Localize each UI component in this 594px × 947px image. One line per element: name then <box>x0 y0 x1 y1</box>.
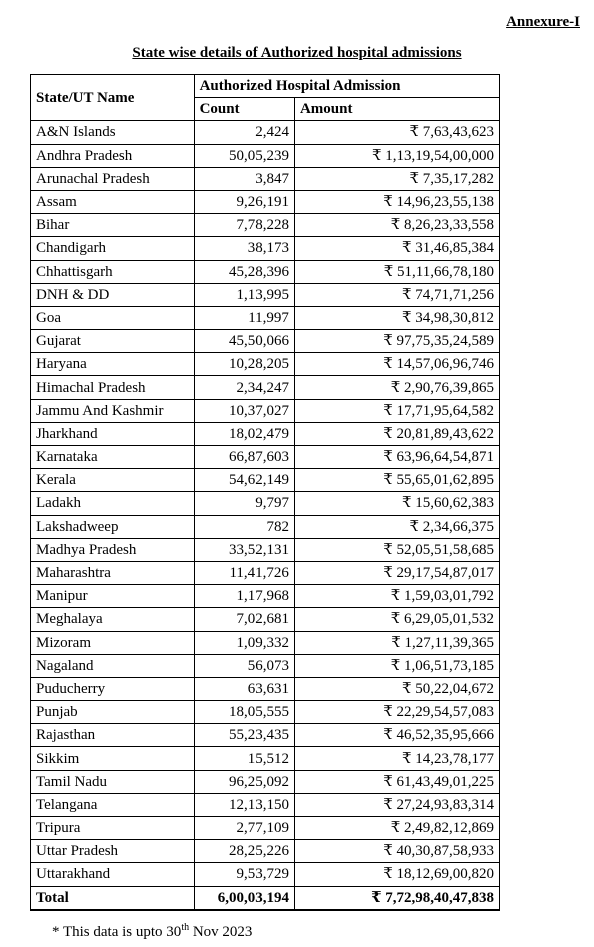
cell-count: 54,62,149 <box>194 469 294 492</box>
cell-amount: ₹ 14,23,78,177 <box>294 747 499 770</box>
cell-amount: ₹ 7,63,43,623 <box>294 121 499 144</box>
cell-count: 45,50,066 <box>194 330 294 353</box>
cell-amount: ₹ 63,96,64,54,871 <box>294 446 499 469</box>
cell-count: 18,02,479 <box>194 422 294 445</box>
table-body <box>31 121 500 886</box>
table-row <box>31 631 500 654</box>
table-row <box>31 399 500 422</box>
col-header-amount: Amount <box>294 98 499 121</box>
cell-count: 33,52,131 <box>194 538 294 561</box>
cell-amount: ₹ 31,46,85,384 <box>294 237 499 260</box>
col-header-count: Count <box>194 98 294 121</box>
cell-state: Rajasthan <box>31 724 195 747</box>
cell-state: Chhattisgarh <box>31 260 195 283</box>
footnote-prefix: * This data is upto 30 <box>52 924 182 940</box>
cell-count: 28,25,226 <box>194 840 294 863</box>
cell-amount: ₹ 17,71,95,64,582 <box>294 399 499 422</box>
cell-amount: ₹ 61,43,49,01,225 <box>294 770 499 793</box>
table-row <box>31 747 500 770</box>
table-row <box>31 121 500 144</box>
table-row <box>31 538 500 561</box>
cell-amount: ₹ 55,65,01,62,895 <box>294 469 499 492</box>
table-row <box>31 515 500 538</box>
cell-count: 10,28,205 <box>194 353 294 376</box>
cell-amount: ₹ 74,71,71,256 <box>294 283 499 306</box>
cell-amount: ₹ 27,24,93,83,314 <box>294 793 499 816</box>
cell-count: 15,512 <box>194 747 294 770</box>
table-row <box>31 237 500 260</box>
col-header-group: Authorized Hospital Admission <box>194 75 499 98</box>
annexure-label: Annexure-I <box>506 14 580 30</box>
cell-count: 96,25,092 <box>194 770 294 793</box>
table-row <box>31 492 500 515</box>
cell-state: Madhya Pradesh <box>31 538 195 561</box>
total-amount: ₹ 7,72,98,40,47,838 <box>294 886 499 910</box>
table-row <box>31 840 500 863</box>
cell-state: Himachal Pradesh <box>31 376 195 399</box>
cell-state: Karnataka <box>31 446 195 469</box>
cell-count: 11,41,726 <box>194 561 294 584</box>
cell-state: Puducherry <box>31 677 195 700</box>
table-row <box>31 701 500 724</box>
cell-amount: ₹ 97,75,35,24,589 <box>294 330 499 353</box>
cell-count: 10,37,027 <box>194 399 294 422</box>
cell-amount: ₹ 1,13,19,54,00,000 <box>294 144 499 167</box>
cell-count: 45,28,396 <box>194 260 294 283</box>
table-row <box>31 144 500 167</box>
cell-state: Assam <box>31 190 195 213</box>
cell-amount: ₹ 50,22,04,672 <box>294 677 499 700</box>
cell-count: 1,09,332 <box>194 631 294 654</box>
cell-amount: ₹ 40,30,87,58,933 <box>294 840 499 863</box>
cell-state: Gujarat <box>31 330 195 353</box>
cell-amount: ₹ 29,17,54,87,017 <box>294 561 499 584</box>
footnote-suffix: Nov 2023 <box>189 924 253 940</box>
cell-count: 2,34,247 <box>194 376 294 399</box>
cell-state: Ladakh <box>31 492 195 515</box>
cell-count: 9,26,191 <box>194 190 294 213</box>
cell-count: 9,53,729 <box>194 863 294 886</box>
table-row <box>31 353 500 376</box>
cell-state: Maharashtra <box>31 561 195 584</box>
table-row <box>31 167 500 190</box>
cell-state: Uttarakhand <box>31 863 195 886</box>
cell-state: Arunachal Pradesh <box>31 167 195 190</box>
cell-amount: ₹ 1,59,03,01,792 <box>294 585 499 608</box>
table-row <box>31 770 500 793</box>
footnote <box>52 922 252 941</box>
table-row <box>31 585 500 608</box>
admissions-table <box>30 74 500 911</box>
cell-count: 7,02,681 <box>194 608 294 631</box>
table-row <box>31 677 500 700</box>
cell-amount: ₹ 51,11,66,78,180 <box>294 260 499 283</box>
cell-amount: ₹ 1,06,51,73,185 <box>294 654 499 677</box>
cell-amount: ₹ 18,12,69,00,820 <box>294 863 499 886</box>
table-row <box>31 561 500 584</box>
cell-count: 1,13,995 <box>194 283 294 306</box>
cell-state: Uttar Pradesh <box>31 840 195 863</box>
table-row <box>31 654 500 677</box>
cell-state: Tripura <box>31 817 195 840</box>
table-row <box>31 422 500 445</box>
cell-amount: ₹ 14,96,23,55,138 <box>294 190 499 213</box>
cell-count: 18,05,555 <box>194 701 294 724</box>
cell-state: Mizoram <box>31 631 195 654</box>
cell-amount: ₹ 52,05,51,58,685 <box>294 538 499 561</box>
cell-state: Telangana <box>31 793 195 816</box>
table-row <box>31 863 500 886</box>
table-row <box>31 376 500 399</box>
cell-count: 9,797 <box>194 492 294 515</box>
cell-state: Tamil Nadu <box>31 770 195 793</box>
cell-amount: ₹ 2,34,66,375 <box>294 515 499 538</box>
total-row <box>31 886 500 910</box>
cell-count: 63,631 <box>194 677 294 700</box>
cell-state: Chandigarh <box>31 237 195 260</box>
table-row <box>31 306 500 329</box>
cell-count: 55,23,435 <box>194 724 294 747</box>
cell-amount: ₹ 8,26,23,33,558 <box>294 214 499 237</box>
cell-amount: ₹ 46,52,35,95,666 <box>294 724 499 747</box>
footnote-sup: th <box>181 922 190 933</box>
table-row <box>31 469 500 492</box>
cell-state: Punjab <box>31 701 195 724</box>
cell-amount: ₹ 20,81,89,43,622 <box>294 422 499 445</box>
cell-count: 3,847 <box>194 167 294 190</box>
cell-amount: ₹ 2,90,76,39,865 <box>294 376 499 399</box>
cell-count: 1,17,968 <box>194 585 294 608</box>
cell-state: Nagaland <box>31 654 195 677</box>
cell-state: DNH & DD <box>31 283 195 306</box>
table-row <box>31 214 500 237</box>
cell-state: Lakshadweep <box>31 515 195 538</box>
cell-state: Goa <box>31 306 195 329</box>
cell-state: Sikkim <box>31 747 195 770</box>
cell-state: Meghalaya <box>31 608 195 631</box>
table-row <box>31 446 500 469</box>
table-row <box>31 793 500 816</box>
table-row <box>31 190 500 213</box>
cell-amount: ₹ 15,60,62,383 <box>294 492 499 515</box>
cell-amount: ₹ 6,29,05,01,532 <box>294 608 499 631</box>
table-row <box>31 330 500 353</box>
cell-count: 2,424 <box>194 121 294 144</box>
cell-state: Haryana <box>31 353 195 376</box>
table-row <box>31 817 500 840</box>
cell-amount: ₹ 1,27,11,39,365 <box>294 631 499 654</box>
cell-count: 782 <box>194 515 294 538</box>
cell-amount: ₹ 22,29,54,57,083 <box>294 701 499 724</box>
cell-count: 12,13,150 <box>194 793 294 816</box>
total-count: 6,00,03,194 <box>194 886 294 910</box>
cell-count: 11,997 <box>194 306 294 329</box>
cell-count: 38,173 <box>194 237 294 260</box>
cell-state: Bihar <box>31 214 195 237</box>
cell-count: 66,87,603 <box>194 446 294 469</box>
cell-amount: ₹ 34,98,30,812 <box>294 306 499 329</box>
table-row <box>31 608 500 631</box>
cell-state: Manipur <box>31 585 195 608</box>
total-label: Total <box>31 886 195 910</box>
cell-count: 7,78,228 <box>194 214 294 237</box>
cell-count: 50,05,239 <box>194 144 294 167</box>
cell-count: 56,073 <box>194 654 294 677</box>
table-row <box>31 724 500 747</box>
col-header-state: State/UT Name <box>31 75 195 121</box>
cell-state: Andhra Pradesh <box>31 144 195 167</box>
cell-state: Jammu And Kashmir <box>31 399 195 422</box>
cell-state: A&N Islands <box>31 121 195 144</box>
page-title: State wise details of Authorized hospital admissions <box>132 45 462 61</box>
cell-count: 2,77,109 <box>194 817 294 840</box>
table-row <box>31 260 500 283</box>
cell-amount: ₹ 7,35,17,282 <box>294 167 499 190</box>
table-row <box>31 283 500 306</box>
cell-state: Jharkhand <box>31 422 195 445</box>
cell-amount: ₹ 2,49,82,12,869 <box>294 817 499 840</box>
cell-state: Kerala <box>31 469 195 492</box>
cell-amount: ₹ 14,57,06,96,746 <box>294 353 499 376</box>
